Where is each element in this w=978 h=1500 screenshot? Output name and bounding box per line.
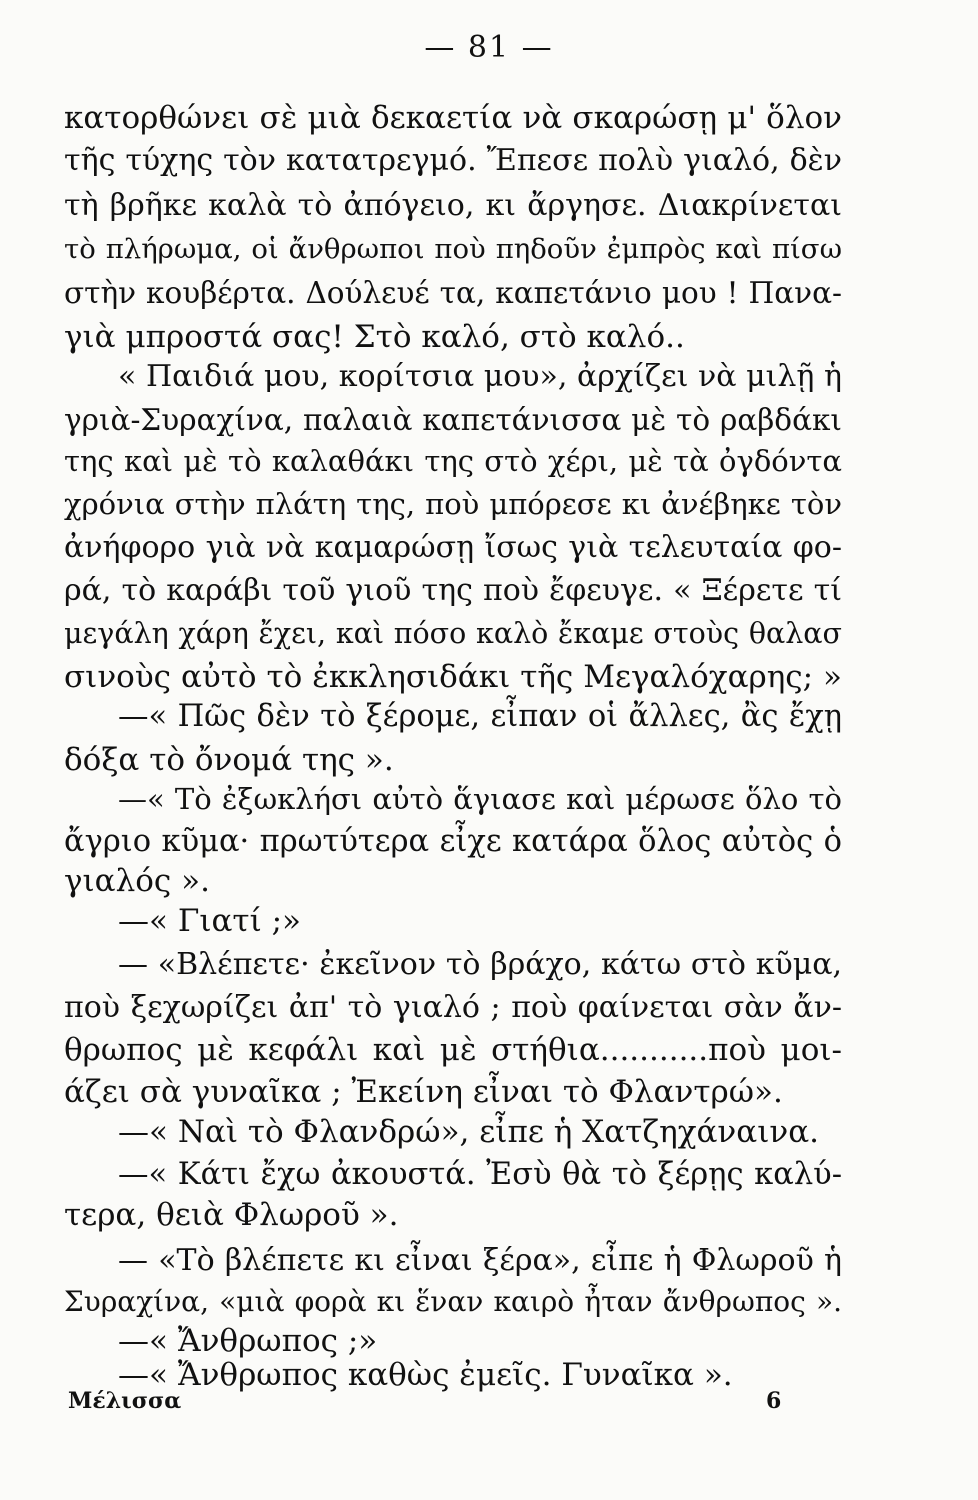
text-line: τὴ βρῆκε καλὰ τὸ ἀπόγειο, κι ἄργησε. Διακρίνεται [64,188,842,223]
text-line: Συραχίνα, «μιὰ φορὰ κι ἕναν καιρὸ ἦταν ἄνθρωπος ». [64,1285,842,1318]
text-line: δόξα τὸ ὄνομά της ». [64,742,394,778]
text-line: « Παιδιά μου, κορίτσια μου», ἀρχίζει νὰ μιλῇ ἡ [118,359,842,394]
text-line: κατορθώνει σὲ μιὰ δεκαετία νὰ σκαρώσῃ μ' ὅλον [64,100,842,136]
footer-signature-mark: 6 [766,1388,782,1414]
text-line: γιαλός ». [64,863,210,899]
text-line: —« Ναὶ τὸ Φλανδρώ», εἶπε ἡ Χατζηχάναινα. [118,1114,819,1150]
text-line: χρόνια στὴν πλάτη της, ποὺ μπόρεσε κι ἀνέβηκε τὸν [64,487,842,521]
text-line: —« Τὸ ἐξωκλήσι αὐτὸ ἅγιασε καὶ μέρωσε ὅλο τὸ [118,782,842,816]
text-line: —« Κάτι ἔχω ἀκουστά. Ἐσὺ θὰ τὸ ξέρῃς καλύ- [118,1157,842,1192]
text-line: γριὰ-Συραχίνα, παλαιὰ καπετάνισσα μὲ τὸ ραβδάκι [64,403,842,437]
text-line: —« Ἄνθρωπος καθὼς ἐμεῖς. Γυναῖκα ». [118,1357,733,1393]
text-line: ἄγριο κῦμα· πρωτύτερα εἶχε κατάρα ὅλος αὐτὸς ὁ [64,824,842,859]
text-line: της καὶ μὲ τὸ καλαθάκι της στὸ χέρι, μὲ τὰ ὀγδόντα [64,444,842,478]
text-line: — «Τὸ βλέπετε κι εἶναι ξέρα», εἶπε ἡ Φλωροῦ ἡ [118,1243,842,1278]
text-line: —« Ἄνθρωπος ;» [118,1323,378,1359]
text-line: άζει σὰ γυναῖκα ; Ἐκείνη εἶναι τὸ Φλαντρώ». [64,1074,783,1110]
text-line: — «Βλέπετε· ἐκεῖνον τὸ βράχο, κάτω στὸ κῦμα, [118,947,842,982]
page-number: — 81 — [424,30,554,65]
footer-title: Μέλισσα [68,1388,182,1414]
text-line: γιὰ μπροστά σας! Στὸ καλό, στὸ καλό.. [64,319,685,355]
text-line: μεγάλη χάρη ἔχει, καὶ πόσο καλὸ ἔκαμε στοὺς θαλασ [64,617,842,650]
text-line: στὴν κουβέρτα. Δούλευέ τα, καπετάνιο μου ! Πανα- [64,276,842,310]
text-line: τὸ πλήρωμα, οἱ ἄνθρωποι ποὺ πηδοῦν ἐμπρὸς καὶ πίσω [64,233,842,265]
text-line: τῆς τύχης τὸν κατατρεγμό. Ἔπεσε πολὺ γιαλό, δὲν [64,143,842,178]
text-line: σινοὺς αὐτὸ τὸ ἐκκλησιδάκι τῆς Μεγαλόχαρης; » [64,659,842,695]
text-line: ποὺ ξεχωρίζει ἀπ' τὸ γιαλό ; ποὺ φαίνεται σὰν ἄν- [64,990,842,1025]
text-line: τερα, θειὰ Φλωροῦ ». [64,1197,399,1233]
text-line: ρά, τὸ καράβι τοῦ γιοῦ της ποὺ ἔφευγε. « Ξέρετε τί [64,573,842,608]
text-line: —« Γιατί ;» [118,903,301,939]
text-line: θρωπος μὲ κεφάλι καὶ μὲ στήθια...........ποὺ μοι- [64,1032,842,1068]
text-line: —« Πῶς δὲν τὸ ξέρομε, εἶπαν οἱ ἄλλες, ἂς ἔχῃ [118,699,842,734]
text-line: ἀνήφορο γιὰ νὰ καμαρώσῃ ἴσως γιὰ τελευταία φο- [64,530,842,565]
